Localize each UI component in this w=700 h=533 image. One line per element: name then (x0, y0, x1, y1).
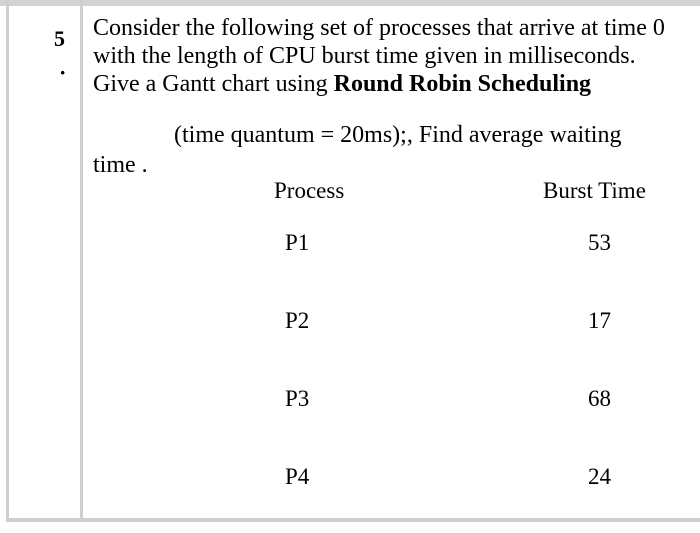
table-column-divider (80, 0, 83, 520)
table-bottom-border (6, 518, 700, 522)
table-top-border (0, 0, 700, 6)
question-line-3-text: Give a Gantt chart using (93, 71, 334, 97)
table-left-border (6, 0, 9, 520)
process-cell: P2 (285, 308, 310, 333)
question-line-2: with the length of CPU burst time given in milliseconds. (93, 43, 636, 69)
burst-time-cell: 53 (588, 230, 611, 255)
burst-time-cell: 68 (588, 386, 611, 411)
question-line-4: (time quantum = 20ms);, Find average waiting (174, 122, 622, 148)
question-line-1: Consider the following set of processes that arrive at time 0 (93, 15, 665, 41)
burst-time-cell: 17 (588, 308, 611, 333)
process-cell: P3 (285, 386, 310, 411)
question-line-5: time . (93, 152, 148, 178)
scheduling-algorithm-name: Round Robin Scheduling (333, 71, 592, 97)
process-cell: P1 (285, 230, 310, 255)
question-number: 5 (54, 26, 65, 51)
process-cell: P4 (285, 464, 310, 489)
burst-time-column-header: Burst Time (543, 178, 646, 203)
burst-time-cell: 24 (588, 464, 611, 489)
question-number-dot: · (59, 60, 67, 85)
process-column-header: Process (274, 178, 345, 203)
question-line-3 (93, 70, 591, 98)
